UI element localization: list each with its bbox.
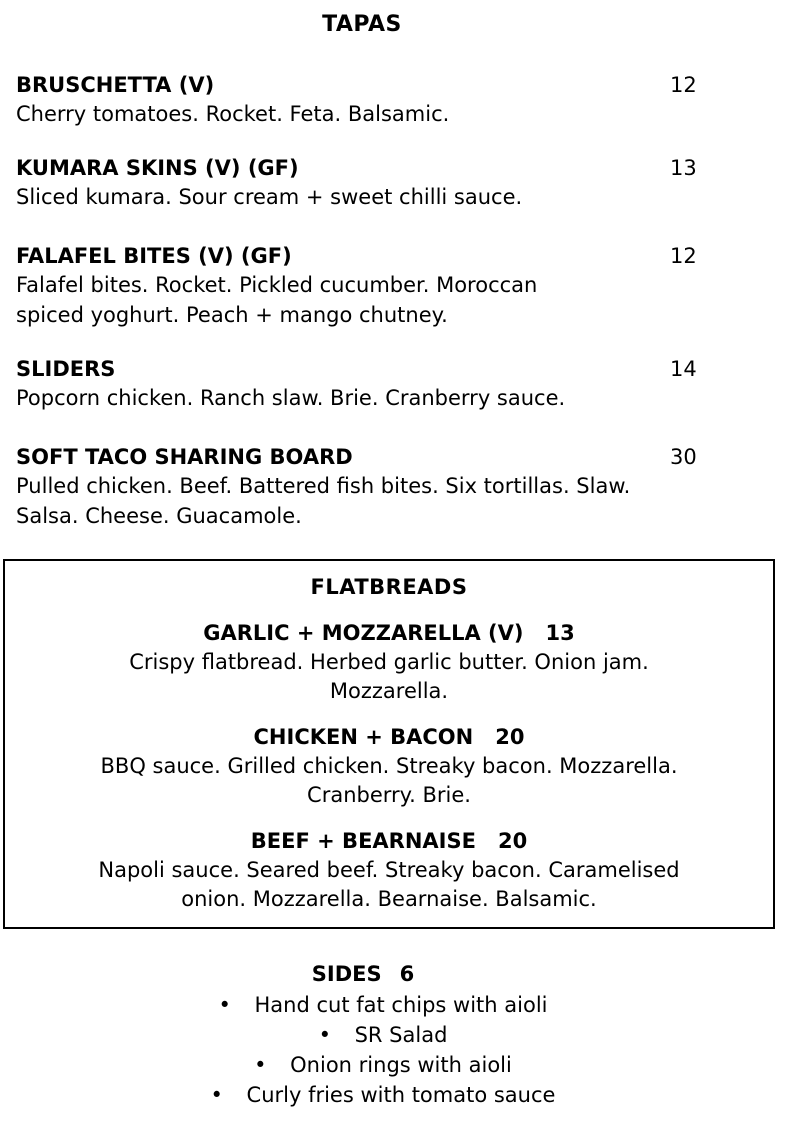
side-item-label: Onion rings with aioli bbox=[290, 1053, 512, 1077]
tapas-item-desc: Popcorn chicken. Ranch slaw. Brie. Cranberry sauce. bbox=[16, 386, 566, 410]
flatbread-item-title bbox=[5, 621, 773, 645]
bullet-icon: • bbox=[210, 1083, 223, 1107]
side-item-label: Curly fries with tomato sauce bbox=[246, 1083, 556, 1107]
flatbread-item-desc: Napoli sauce. Seared beef. Streaky bacon. Caramelised bbox=[98, 858, 680, 882]
flatbread-item-desc: Cranberry. Brie. bbox=[307, 783, 471, 807]
bullet-icon: • bbox=[318, 1023, 331, 1047]
flatbread-item-name: CHICKEN + BACON bbox=[253, 725, 474, 749]
tapas-item-price: 14 bbox=[670, 357, 697, 381]
flatbread-item-desc: BBQ sauce. Grilled chicken. Streaky bacon. Mozzarella. bbox=[100, 754, 678, 778]
list-item bbox=[0, 990, 766, 1020]
tapas-item-desc: Falafel bites. Rocket. Pickled cucumber. Moroccan bbox=[16, 273, 538, 297]
flatbread-item-desc: Crispy flatbread. Herbed garlic butter. Onion jam. bbox=[129, 650, 649, 674]
tapas-item-name: SLIDERS bbox=[16, 357, 116, 381]
flatbread-item-desc: Mozzarella. bbox=[329, 679, 449, 703]
flatbread-item-price: 13 bbox=[545, 621, 575, 645]
tapas-item-price: 30 bbox=[670, 445, 697, 469]
flatbreads-heading: FLATBREADS bbox=[310, 575, 468, 599]
flatbread-item-desc: onion. Mozzarella. Bearnaise. Balsamic. bbox=[181, 887, 597, 911]
tapas-item-desc: Pulled chicken. Beef. Battered fish bites. Six tortillas. Slaw. bbox=[16, 474, 631, 498]
flatbread-item-name: BEEF + BEARNAISE bbox=[250, 829, 476, 853]
tapas-item-desc: Sliced kumara. Sour cream + sweet chilli sauce. bbox=[16, 185, 523, 209]
flatbread-item-price: 20 bbox=[495, 725, 525, 749]
list-item bbox=[0, 1020, 766, 1050]
side-item-label: SR Salad bbox=[354, 1023, 448, 1047]
tapas-item-name: KUMARA SKINS (V) (GF) bbox=[16, 156, 299, 180]
tapas-item-price: 13 bbox=[670, 156, 697, 180]
side-item-label: Hand cut fat chips with aioli bbox=[254, 993, 548, 1017]
bullet-icon: • bbox=[254, 1053, 267, 1077]
flatbread-item-name: GARLIC + MOZZARELLA (V) bbox=[203, 621, 524, 645]
list-item bbox=[0, 1080, 766, 1110]
tapas-item-desc: Cherry tomatoes. Rocket. Feta. Balsamic. bbox=[16, 102, 450, 126]
tapas-item-name: BRUSCHETTA (V) bbox=[16, 73, 215, 97]
bullet-icon: • bbox=[218, 993, 231, 1017]
tapas-item-desc: spiced yoghurt. Peach + mango chutney. bbox=[16, 303, 448, 327]
sides-heading-label: SIDES bbox=[311, 962, 382, 986]
flatbreads-box bbox=[3, 559, 775, 929]
tapas-item-name: FALAFEL BITES (V) (GF) bbox=[16, 244, 292, 268]
flatbread-item-title bbox=[5, 829, 773, 853]
tapas-item-price: 12 bbox=[670, 73, 697, 97]
flatbread-item-price: 20 bbox=[497, 829, 528, 853]
list-item bbox=[0, 1050, 766, 1080]
tapas-item-price: 12 bbox=[670, 244, 697, 268]
sides-price: 6 bbox=[399, 962, 415, 986]
tapas-heading: TAPAS bbox=[322, 12, 402, 37]
tapas-item-name: SOFT TACO SHARING BOARD bbox=[16, 445, 353, 469]
flatbread-item-title bbox=[5, 725, 773, 749]
sides-list bbox=[0, 990, 766, 1110]
tapas-item-desc: Salsa. Cheese. Guacamole. bbox=[16, 504, 302, 528]
sides-heading bbox=[0, 962, 726, 986]
